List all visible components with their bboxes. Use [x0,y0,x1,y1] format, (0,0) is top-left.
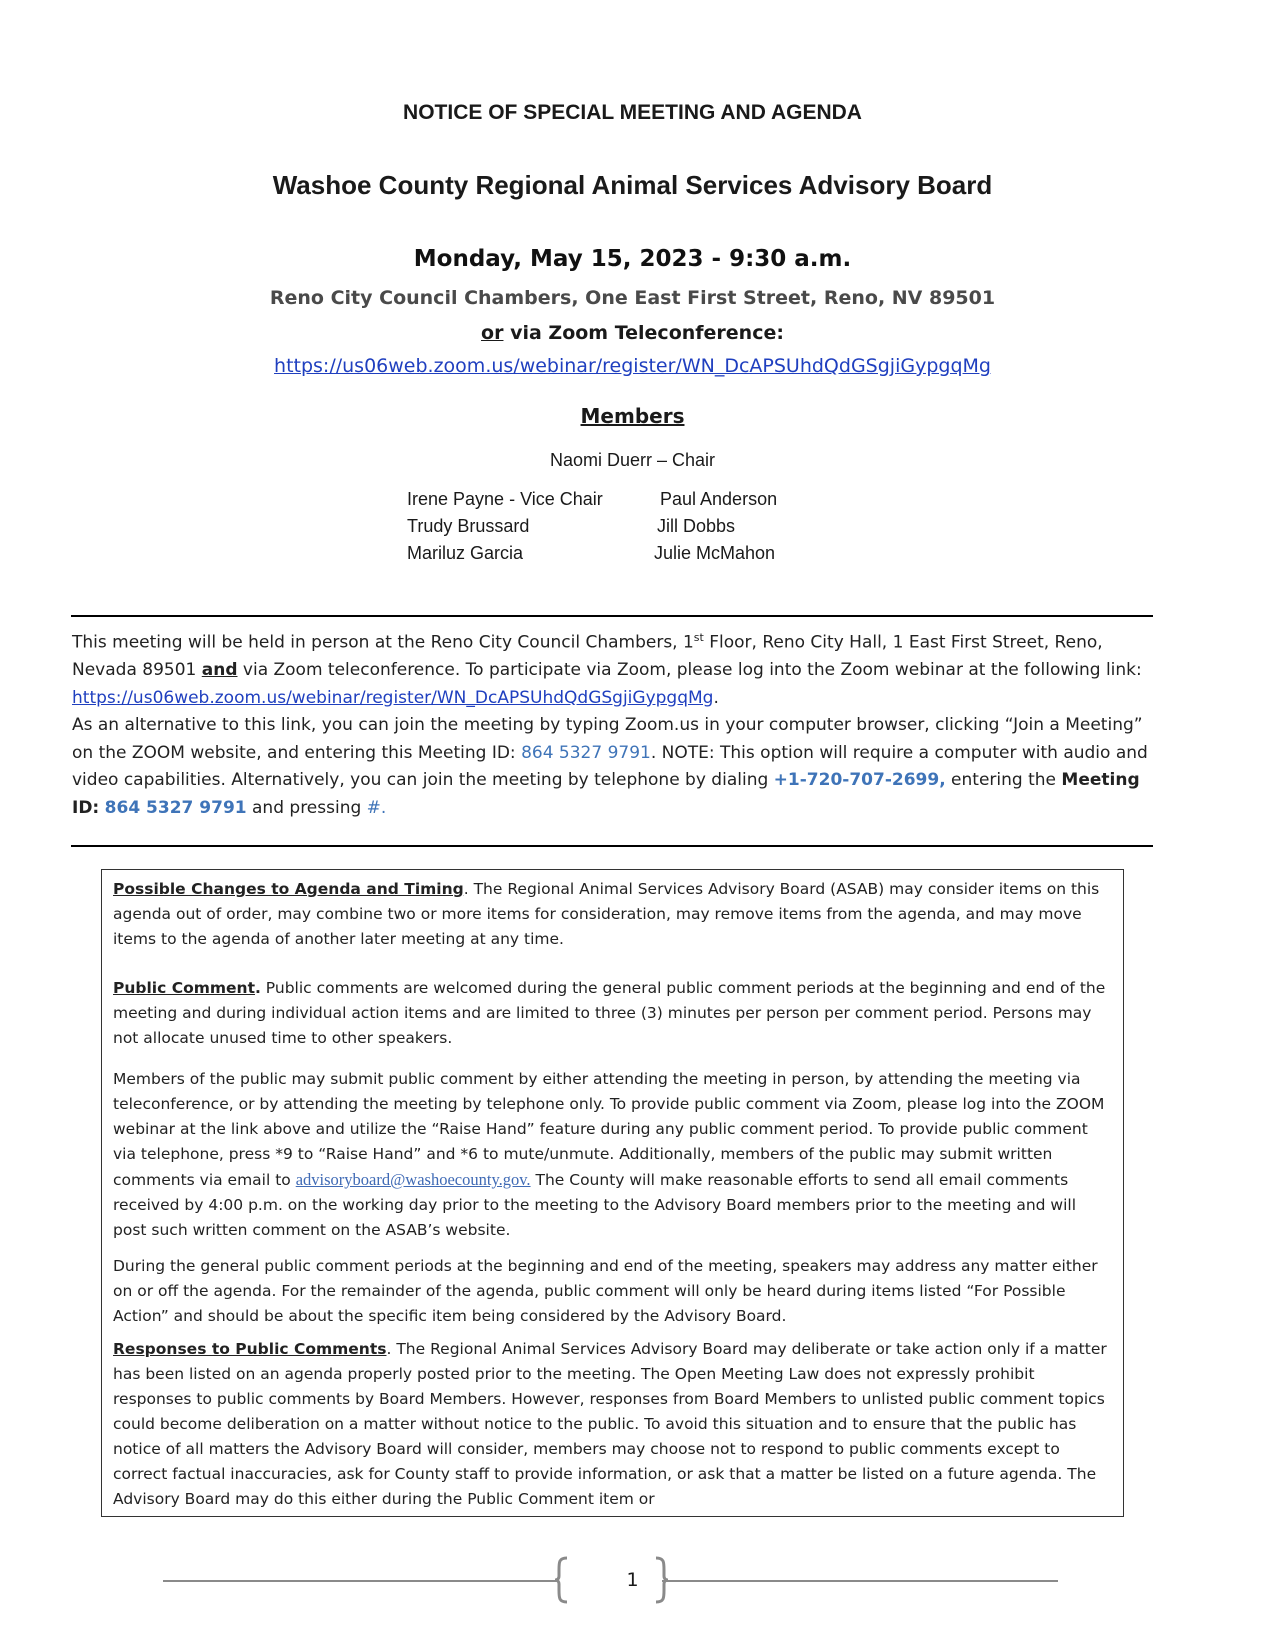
agenda-rules-box [101,869,1124,1517]
info-and: and [201,660,238,681]
changes-heading: Possible Changes to Agenda and Timing [113,880,464,898]
notice-title: NOTICE OF SPECIAL MEETING AND AGENDA [403,101,862,124]
zoom-url-link[interactable]: https://us06web.zoom.us/webinar/register/WN_DcAPSUhdQdGSgjiGypgqMg [274,355,991,377]
info-text-8: and pressing [246,797,367,818]
meeting-id-label: Meeting ID: [72,770,1140,818]
responses-heading: Responses to Public Comments [113,1340,387,1358]
changes-text: . The Regional Animal Services Advisory Board (ASAB) may consider items on this agenda out of order, may combine two or more items for consideration, may remove items from the agenda, and may move items to the agenda of another later meeting at any time. [113,880,1100,948]
during-text: During the general public comment periods at the beginning and end of the meeting, speakers may address any matter either on or off the agenda. For the remainder of the agenda, public comment will only be heard during items listed “For Possible Action” and should be about the specific item being considered by the Advisory Board. [113,1257,1098,1325]
members-public-text-2: The County will make reasonable efforts to send all email comments received by 4:00 p.m. on the working day prior to the meeting to the Advisory Board members prior to the meeting and will post such written comment on the ASAB’s website. [113,1171,1077,1239]
zoom-text: via Zoom Teleconference: [503,322,784,344]
responses-text: . The Regional Animal Services Advisory Board may deliberate or take action only if a matter has been listed on an agenda properly posted prior to the meeting. The Open Meeting Law does not expressly prohibit responses to public comments by Board Members. However, responses from Board Members to unlisted public comment topics could become deliberation on a matter without notice to the public. To avoid this situation and to ensure that the public has notice of all matters the Advisory Board will consider, members may choose not to respond to public comments except to correct factual inaccuracies, ask for County staff to provide information, or ask that a matter be listed on a future agenda. The Advisory Board may do this either during the Public Comment item or [113,1340,1107,1508]
member-right-1: Paul Anderson [660,489,778,509]
public-comment-dot: . [254,979,261,997]
meeting-date-time: Monday, May 15, 2023 - 9:30 a.m. [413,246,852,272]
meeting-id: 864 5327 9791 [521,742,651,763]
during-paragraph [113,1254,1108,1329]
members-public-paragraph [113,1067,1108,1243]
members-heading: Members [580,404,685,428]
members-public-text-1: Members of the public may submit public comment by either attending the meeting in person, by attending the meeting via teleconference, or by attending the meeting by telephone only. To provide public comment via Zoom, please log into the ZOOM webinar at the link above and utilize the “Raise Hand” feature during any public comment period. To provide public comment via telephone, press *9 to “Raise Hand” and *6 to mute/unmute. Additionally, members of the public may submit written comments via email to [113,1070,1105,1189]
info-text-2: Floor, Reno City Hall, 1 East First Street, Reno, Nevada 89501 [72,632,1103,681]
info-text-3: via Zoom teleconference. To participate via Zoom, please log into the Zoom webinar at the following link: [237,660,1142,681]
member-left-2: Trudy Brussard [407,516,530,536]
info-text-6: . NOTE: This option will require a computer with audio and video capabilities. Alternatively, you can join the meeting by telephone by dialing [72,742,1148,791]
public-comment-heading: Public Comment [113,979,255,997]
public-comment-paragraph [113,976,1108,1051]
meeting-info-paragraph [72,624,1162,822]
info-text-4: . [713,687,719,708]
top-divider [71,615,1153,617]
page-number: 1 [626,1569,639,1591]
member-right-2: Jill Dobbs [657,516,736,536]
member-right-3: Julie McMahon [654,543,776,563]
public-comment-text: Public comments are welcomed during the general public comment periods at the beginning and end of the meeting and during individual action items and are limited to three (3) minutes per person per comment period. Persons may not allocate unused time to other speakers. [113,979,1106,1047]
info-text-7: entering the [945,770,1062,791]
info-sup: st [693,631,704,644]
member-chair: Naomi Duerr – Chair [549,450,716,470]
member-left-3: Mariluz Garcia [407,543,524,563]
info-text-1: This meeting will be held in person at the Reno City Council Chambers, 1 [72,632,694,653]
zoom-or: or [481,322,504,344]
pound-key: #. [366,797,387,818]
info-text-5: As an alternative to this link, you can join the meeting by typing Zoom.us in your computer browser, clicking “Join a Meeting” on the ZOOM website, and entering this Meeting ID: [72,715,1143,763]
info-zoom-link[interactable]: https://us06web.zoom.us/webinar/register/WN_DcAPSUhdQdGSgjiGypgqMg [72,687,714,708]
bottom-divider [71,845,1153,847]
zoom-teleconference-line [0,322,1265,344]
email-link[interactable]: advisoryboard@washoecounty.gov. [295,1170,531,1189]
phone-number: +1-720-707-2699, [773,770,946,791]
meeting-id-2: 864 5327 9791 [104,797,247,818]
zoom-url-line [0,355,1265,377]
member-left-1: Irene Payne - Vice Chair [407,489,603,509]
meeting-location: Reno City Council Chambers, One East First Street, Reno, NV 89501 [269,287,996,309]
board-name: Washoe County Regional Animal Services Advisory Board [272,170,993,200]
responses-paragraph [113,1337,1108,1512]
changes-paragraph [113,877,1108,952]
